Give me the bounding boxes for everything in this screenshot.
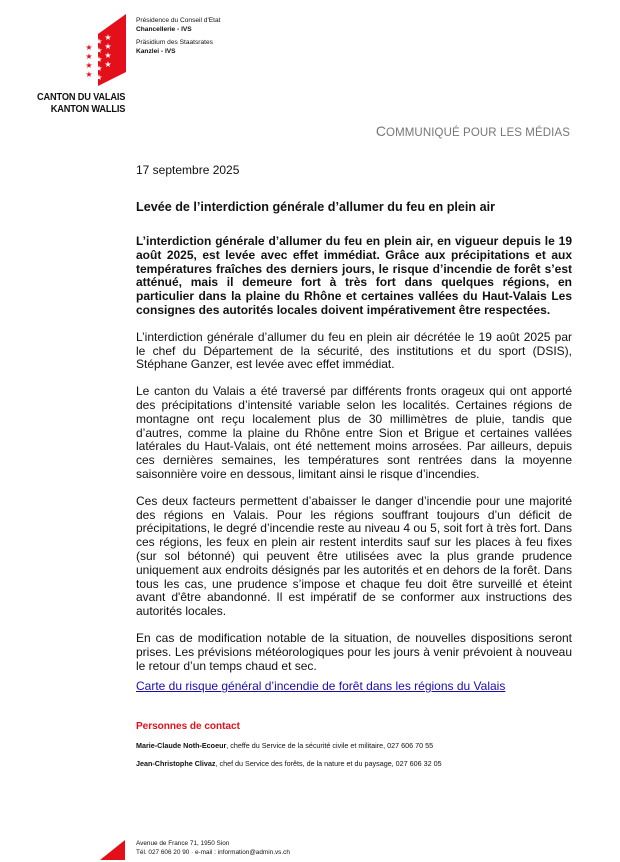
contacts-title: Personnes de contact xyxy=(136,721,240,733)
presidency-de: Präsidium des Staatsrates xyxy=(136,39,213,46)
svg-text:★: ★ xyxy=(95,55,103,64)
chancellery-fr: Chancellerie - IVS xyxy=(136,25,192,33)
contact-name: Marie-Claude Noth-Ecoeur xyxy=(136,741,227,751)
article-title: Levée de l’interdiction générale d’allumer du feu en plein air xyxy=(136,200,496,214)
document-type: COMMUNIQUÉ POUR LES MÉDIAS xyxy=(375,123,570,139)
contact-name: Jean-Christophe Clivaz xyxy=(136,759,216,769)
article-date: 17 septembre 2025 xyxy=(136,163,240,177)
svg-text:★: ★ xyxy=(85,61,93,70)
article-paragraph: En cas de modification notable de la situation, de nouvelles dispositions seront prises. Les prévisions météorologiques pour les jours à venir prévoient à nouveau le retour d’un temps chaud et sec. xyxy=(136,630,572,673)
svg-text:★: ★ xyxy=(104,51,112,60)
article-paragraph: Ces deux facteurs permettent d’abaisser le danger d’incendie pour une majorité des régions en Valais. Pour les régions souffrant toujours d’un déficit de précipitations, le degré d’incendie reste au niveau 4 ou 5, soit fort à très fort. Dans ces régions, les feux en plein air restent interdits sauf sur les places à feu fixes (sur sol bétonné) qui peuvent être utilisées avec la plus grande prudence uniquement aux endroits désignés par les autorités et en dehors de la forêt. Dans tous les cas, une prudence s’impose et chaque feu doit être surveillé et éteint avant d'être abandonné. Il est impératif de se conformer aux instructions des autorités locales. xyxy=(136,493,572,619)
valais-coat-of-arms-icon xyxy=(78,12,128,88)
svg-text:★: ★ xyxy=(95,46,103,55)
footer-triangle-icon xyxy=(100,840,125,860)
svg-text:★: ★ xyxy=(104,60,112,69)
svg-text:★: ★ xyxy=(85,43,93,52)
contact-details: , chef du Service des forêts, de la nature et du paysage, 027 606 32 05 xyxy=(215,759,442,769)
chancellery-de: Kanzlei - IVS xyxy=(136,47,176,55)
presidency-fr: Présidence du Conseil d'Etat xyxy=(136,17,221,24)
footer-address: Avenue de France 71, 1950 Sion xyxy=(136,840,230,847)
canton-name xyxy=(37,91,125,115)
article-paragraph: Le canton du Valais a été traversé par différents fronts orageux qui ont apporté des précipitations d’intensité variable selon les localités. Certaines régions de montagne ont reçu localement plus de 30 millimètres de pluie, tandis que d’autres, comme la plaine du Rhône entre Sion et Brigue et certaines vallées latérales du Haut-Valais, ont été nettement moins arrosées. Par ailleurs, depuis ces dernières semaines, les températures sont rentrées dans la moyenne saisonnière voire en dessous, limitant ainsi le risque d’incendies. xyxy=(136,384,572,481)
article-paragraph: L’interdiction générale d’allumer du feu en plein air décrétée le 19 août 2025 par le chef du Département de la sécurité, des institutions et du sport (DSIS), Stéphane Ganzer, est levée avec effet immédiat. xyxy=(136,329,572,372)
footer xyxy=(136,839,290,857)
contact-details: , cheffe du Service de la sécurité civile et militaire, 027 606 70 55 xyxy=(226,741,434,751)
canton-name-fr: CANTON DU VALAIS xyxy=(36,91,125,103)
article xyxy=(136,163,572,768)
issuer-block xyxy=(136,17,220,56)
svg-text:★: ★ xyxy=(85,70,93,79)
contact-item xyxy=(136,759,572,768)
svg-text:★: ★ xyxy=(95,73,103,82)
svg-text:★: ★ xyxy=(95,64,103,73)
svg-text:★: ★ xyxy=(104,42,112,51)
article-lead: L’interdiction générale d’allumer du feu en plein air, en vigueur depuis le 19 août 2025, est levée avec effet immédiat. Grâce aux précipitations et aux températures fraîches des derniers jours, le risque d’incendie de forêt s’est atténué, mais il demeure fort à très fort dans quelques régions, en particulier dans la plaine du Rhône et certaines vallées du Haut-Valais Les consignes des autorités locales doivent impérativement être respectées. xyxy=(136,234,572,317)
footer-contact: Tél. 027 606 20 90 · e-mail : information@admin.vs.ch xyxy=(136,849,290,856)
canton-name-de: KANTON WALLIS xyxy=(50,103,125,115)
svg-text:★: ★ xyxy=(95,37,103,46)
contact-item xyxy=(136,741,572,750)
svg-text:★: ★ xyxy=(85,52,93,61)
svg-text:★: ★ xyxy=(104,33,112,42)
fire-risk-map-link[interactable]: Carte du risque général d’incendie de forêt dans les régions du Valais xyxy=(136,679,506,694)
